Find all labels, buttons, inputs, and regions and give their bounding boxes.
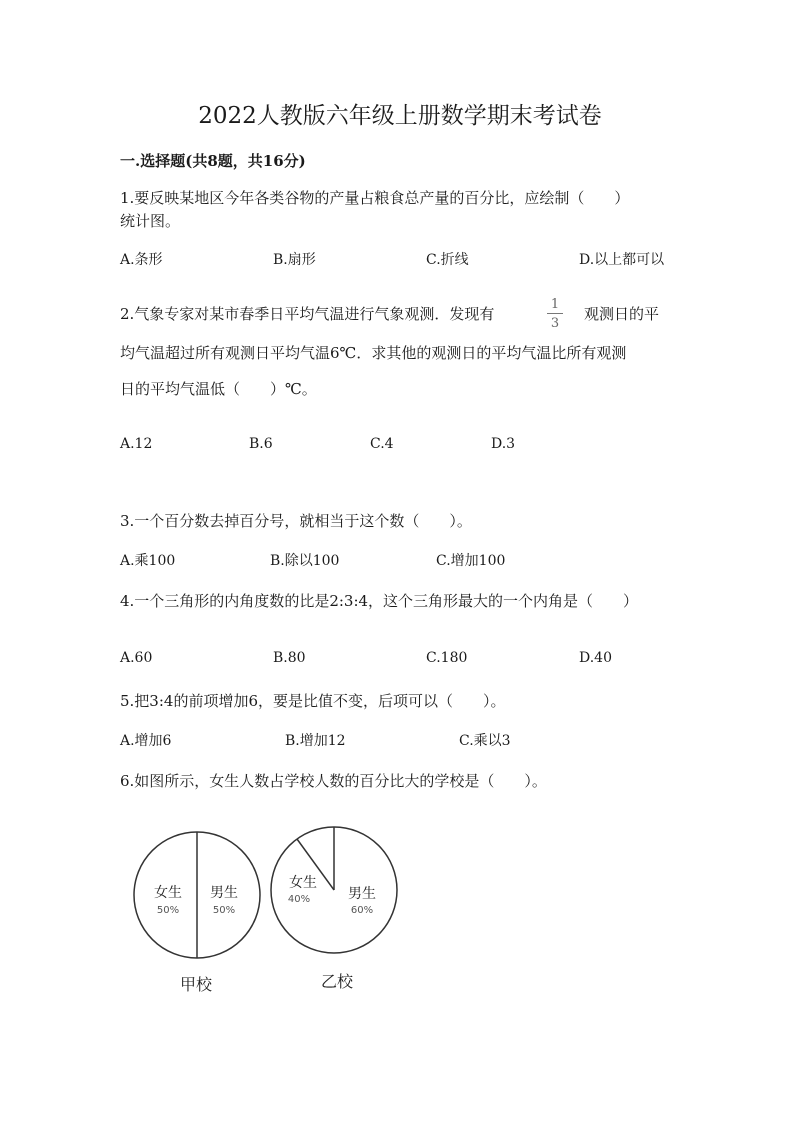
question-5-option-c[interactable]: C.乘以3 bbox=[459, 733, 511, 749]
pie-a-girls-percent: 50% bbox=[156, 905, 180, 916]
pie-b-boys-label: 男生 bbox=[348, 886, 376, 902]
question-4-option-b[interactable]: B.80 bbox=[273, 650, 306, 666]
pie-b-girls-percent: 40% bbox=[287, 894, 311, 905]
question-4-option-c[interactable]: C.180 bbox=[426, 650, 468, 666]
question-2-line-3: 日的平均气温低（ ）℃。 bbox=[120, 380, 317, 398]
question-4-option-a[interactable]: A.60 bbox=[120, 650, 153, 666]
page-title: 2022人教版六年级上册数学期末考试卷 bbox=[198, 103, 602, 129]
question-2-option-d[interactable]: D.3 bbox=[491, 436, 516, 452]
question-2-line-2: 均气温超过所有观测日平均气温6℃．求其他的观测日的平均气温比所有观测 bbox=[120, 344, 627, 362]
pie-b-caption: 乙校 bbox=[320, 972, 354, 991]
question-5-line-1: 5.把3:4的前项增加6，要是比值不变，后项可以（ ）。 bbox=[120, 692, 506, 710]
question-3-option-c[interactable]: C.增加100 bbox=[436, 553, 506, 569]
question-3-option-b[interactable]: B.除以100 bbox=[270, 553, 340, 569]
fraction-denominator: 3 bbox=[550, 316, 560, 331]
pie-a-boys-percent: 50% bbox=[212, 905, 236, 916]
pie-b-girls-label: 女生 bbox=[289, 875, 317, 891]
question-4-option-d[interactable]: D.40 bbox=[579, 650, 612, 666]
pie-b-boys-percent: 60% bbox=[350, 905, 374, 916]
question-1-line-1: 1.要反映某地区今年各类谷物的产量占粮食总产量的百分比，应绘制（ ） bbox=[120, 189, 630, 207]
pie-a-caption: 甲校 bbox=[179, 975, 213, 994]
question-3-line-1: 3.一个百分数去掉百分号，就相当于这个数（ ）。 bbox=[120, 512, 472, 530]
question-2-option-a[interactable]: A.12 bbox=[120, 436, 153, 452]
question-1-line-2: 统计图。 bbox=[120, 212, 181, 230]
question-2-line-1-tail: 观测日的平 bbox=[584, 305, 660, 323]
question-6-line-1: 6.如图所示，女生人数占学校人数的百分比大的学校是（ ）。 bbox=[120, 772, 547, 790]
question-1-option-c[interactable]: C.折线 bbox=[426, 252, 469, 268]
fraction-numerator: 1 bbox=[550, 297, 560, 312]
section-heading: 一.选择题(共8题，共16分) bbox=[120, 152, 306, 170]
question-3-option-a[interactable]: A.乘100 bbox=[120, 553, 176, 569]
pie-a-girls-label: 女生 bbox=[154, 885, 182, 901]
question-1-option-b[interactable]: B.扇形 bbox=[273, 252, 316, 268]
question-4-line-1: 4.一个三角形的内角度数的比是2:3:4，这个三角形最大的一个内角是（ ） bbox=[120, 592, 639, 610]
question-1-option-d[interactable]: D.以上都可以 bbox=[579, 252, 665, 268]
question-2-option-b[interactable]: B.6 bbox=[249, 436, 273, 452]
pie-a-boys-label: 男生 bbox=[210, 885, 238, 901]
question-2-line-1: 2.气象专家对某市春季日平均气温进行气象观测．发现有 bbox=[120, 305, 495, 323]
question-5-option-a[interactable]: A.增加6 bbox=[120, 733, 172, 749]
question-1-option-a[interactable]: A.条形 bbox=[120, 252, 163, 268]
question-2-option-c[interactable]: C.4 bbox=[370, 436, 394, 452]
question-5-option-b[interactable]: B.增加12 bbox=[285, 733, 346, 749]
